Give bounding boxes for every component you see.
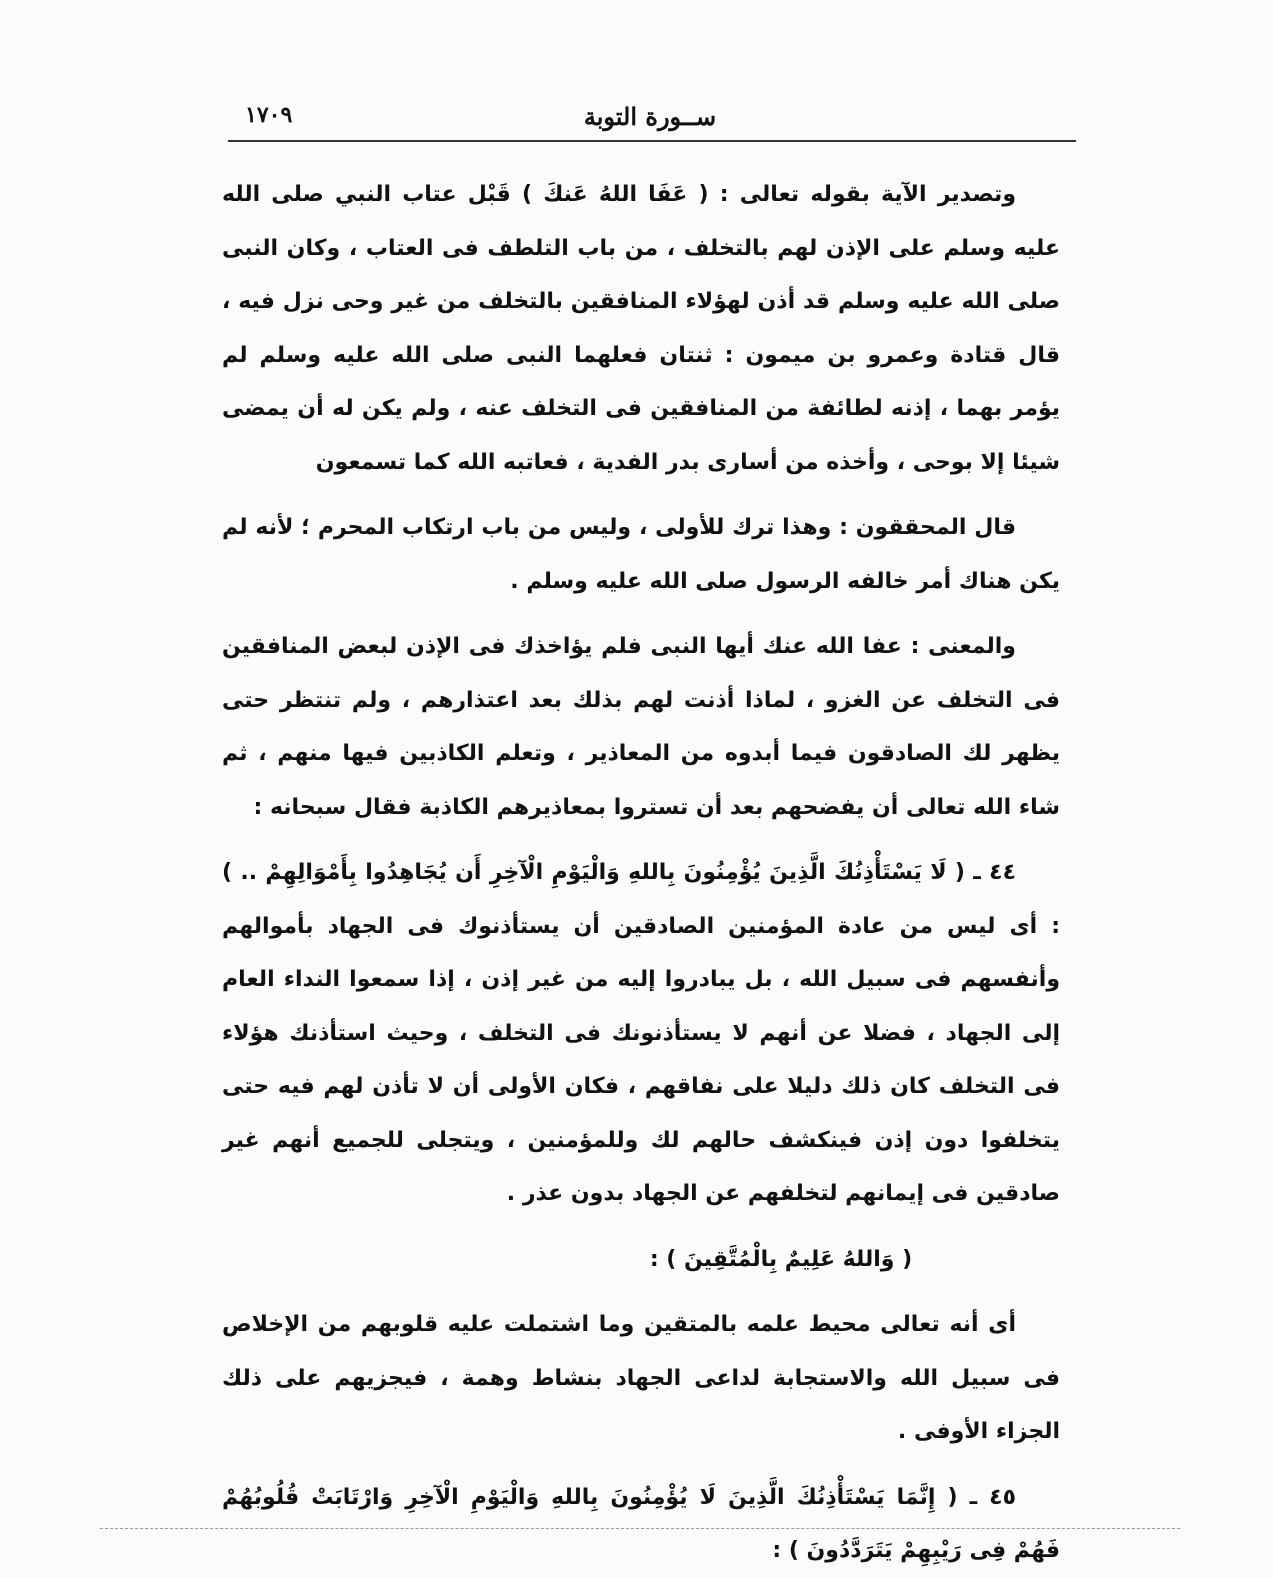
page-body [222,168,1060,1563]
surah-title: ســورة التوبة [583,102,717,131]
paragraph-verse-44: ٤٤ ـ ( لَا يَسْتَأْذِنُكَ الَّذِينَ يُؤْمِنُونَ بِاللهِ وَالْيَوْمِ الْآخِرِ أَن يُجَاهِدُوا بِأَمْوَالِهِمْ .. ) : أى ليس من عادة المؤمنين الصادقين أن يستأذنوك فى الجهاد بأموالهم وأنفسهم فى سبيل الله ، بل يبادروا إليه من غير إذن ، إذا سمعوا النداء العام إلى الجهاد ، فضلا عن أنهم لا يستأذنونك فى التخلف ، وحيث استأذنك هؤلاء فى التخلف كان ذلك دليلا على نفاقهم ، فكان الأولى أن لا تأذن لهم فيه حتى يتخلفوا دون إذن فينكشف حالهم لك وللمؤمنين ، ويتجلى للجميع أنهم غير صادقين فى إيمانهم لتخلفهم عن الجهاد بدون عذر . [222,860,1060,1206]
paragraph-explanation: أى أنه تعالى محيط علمه بالمتقين وما اشتملت عليه قلوبهم من الإخلاص فى سبيل الله والاستجابة لداعى الجهاد بنشاط وهمة ، فيجزيهم على ذلك الجزاء الأوفى . [222,1312,1060,1444]
page-header [225,98,1075,136]
paragraph-commentary: وتصدير الآية بقوله تعالى : ( عَفَا اللهُ عَنكَ ) قَبْل عتاب النبي صلى الله عليه وسلم على الإذن لهم بالتخلف ، من باب التلطف فى العتاب ، وكان النبى صلى الله عليه وسلم قد أذن لهؤلاء المنافقين بالتخلف من غير وحى نزل فيه ، قال قتادة وعمرو بن ميمون : ثنتان فعلهما النبى صلى الله عليه وسلم لم يؤمر بهما ، إذنه لطائفة من المنافقين فى التخلف عنه ، ولم يكن له أن يمضى شيئا إلا بوحى ، وأخذه من أسارى بدر الفدية ، فعاتبه الله كما تسمعون [222,182,1060,475]
verse-fragment: ( وَاللهُ عَلِيمٌ بِالْمُتَّقِينَ ) : [649,1246,913,1272]
page-number: ١٧٠٩ [245,102,293,128]
paragraph-scholars: قال المحققون : وهذا ترك للأولى ، وليس من باب ارتكاب المحرم ؛ لأنه لم يكن هناك أمر خالفه الرسول صلى الله عليه وسلم . [222,515,1060,594]
bottom-divider [100,1528,1180,1529]
paragraph-verse-45: ٤٥ ـ ( إِنَّمَا يَسْتَأْذِنُكَ الَّذِينَ لَا يُؤْمِنُونَ بِاللهِ وَالْيَوْمِ الْآخِرِ وَارْتَابَتْ قُلُوبُهُمْ فَهُمْ فِى رَيْبِهِمْ يَتَرَدَّدُونَ ) : [222,1484,1060,1563]
paragraph-meaning: والمعنى : عفا الله عنك أيها النبى فلم يؤاخذك فى الإذن لبعض المنافقين فى التخلف عن الغزو ، لماذا أذنت لهم بذلك بعد اعتذارهم ، ولم تنتظر حتى يظهر لك الصادقون فيما أبدوه من المعاذير ، وتعلم الكاذبين فيها منهم ، ثم شاء الله تعالى أن يفضحهم بعد أن تستروا بمعاذيرهم الكاذبة فقال سبحانه : [222,634,1060,820]
header-rule [228,140,1076,142]
